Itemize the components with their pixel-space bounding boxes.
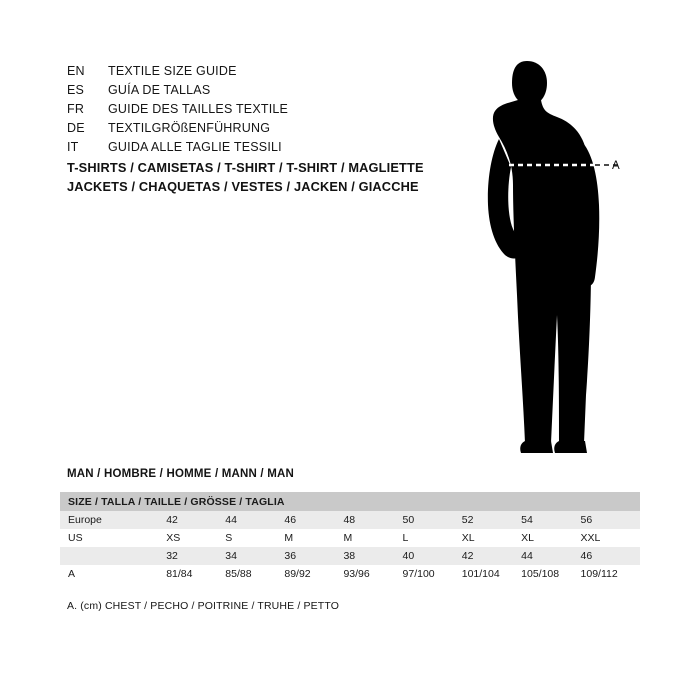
row-value: XS	[166, 529, 225, 547]
footnote: A. (cm) CHEST / PECHO / POITRINE / TRUHE / PETTO	[67, 600, 340, 612]
row-label: A	[60, 565, 166, 583]
row-value: 48	[343, 511, 402, 529]
row-value: 38	[343, 547, 402, 565]
row-value: M	[284, 529, 343, 547]
row-value: 93/96	[343, 565, 402, 583]
language-row	[67, 121, 467, 140]
language-text: GUÍA DE TALLAS	[108, 83, 211, 97]
row-value: 44	[521, 547, 580, 565]
language-code: FR	[67, 102, 85, 116]
table-row	[60, 547, 640, 565]
row-value: M	[343, 529, 402, 547]
row-value: 105/108	[521, 565, 580, 583]
garment-category: T-SHIRTS / CAMISETAS / T-SHIRT / T-SHIRT / MAGLIETTE	[67, 160, 424, 175]
row-value: 44	[225, 511, 284, 529]
row-value: S	[225, 529, 284, 547]
row-value: 32	[166, 547, 225, 565]
row-value: 40	[403, 547, 462, 565]
row-label: US	[60, 529, 166, 547]
language-text: TEXTILE SIZE GUIDE	[108, 64, 237, 78]
row-value: 46	[284, 511, 343, 529]
row-value: 42	[462, 547, 521, 565]
row-value: 42	[166, 511, 225, 529]
row-value: 54	[521, 511, 580, 529]
language-code: ES	[67, 83, 85, 97]
table-header-cell: SIZE / TALLA / TAILLE / GRÖSSE / TAGLIA	[60, 492, 640, 511]
row-value: 56	[581, 511, 640, 529]
table-row	[60, 565, 640, 583]
row-value: XXL	[581, 529, 640, 547]
row-value: 89/92	[284, 565, 343, 583]
row-value: XL	[462, 529, 521, 547]
row-value: 50	[403, 511, 462, 529]
male-silhouette-figure	[455, 55, 675, 455]
row-value: 97/100	[403, 565, 462, 583]
garment-category-list	[67, 158, 487, 196]
language-text: GUIDE DES TAILLES TEXTILE	[108, 102, 289, 116]
language-code: DE	[67, 121, 85, 135]
language-list	[67, 64, 467, 159]
row-label: Europe	[60, 511, 166, 529]
row-value: 34	[225, 547, 284, 565]
language-row	[67, 64, 467, 83]
size-table	[60, 492, 640, 583]
row-value: XL	[521, 529, 580, 547]
row-label	[60, 547, 166, 565]
language-row	[67, 140, 467, 159]
table-row	[60, 511, 640, 529]
row-value: 36	[284, 547, 343, 565]
row-value: 52	[462, 511, 521, 529]
size-table-body	[60, 511, 640, 583]
language-row	[67, 83, 467, 102]
row-value: 109/112	[581, 565, 640, 583]
language-code: IT	[67, 140, 79, 154]
language-row	[67, 102, 467, 121]
row-value: 101/104	[462, 565, 521, 583]
row-value: 81/84	[166, 565, 225, 583]
language-code: EN	[67, 64, 85, 78]
garment-category: JACKETS / CHAQUETAS / VESTES / JACKEN / GIACCHE	[67, 179, 419, 194]
chest-measure-label: A	[612, 160, 620, 172]
language-text: GUIDA ALLE TAGLIE TESSILI	[108, 140, 282, 154]
table-header-row	[60, 492, 640, 511]
table-title: MAN / HOMBRE / HOMME / MANN / MAN	[67, 468, 295, 480]
language-text: TEXTILGRÖßENFÜHRUNG	[108, 121, 271, 135]
table-row	[60, 529, 640, 547]
size-table-header	[60, 492, 640, 511]
row-value: L	[403, 529, 462, 547]
row-value: 85/88	[225, 565, 284, 583]
row-value: 46	[581, 547, 640, 565]
